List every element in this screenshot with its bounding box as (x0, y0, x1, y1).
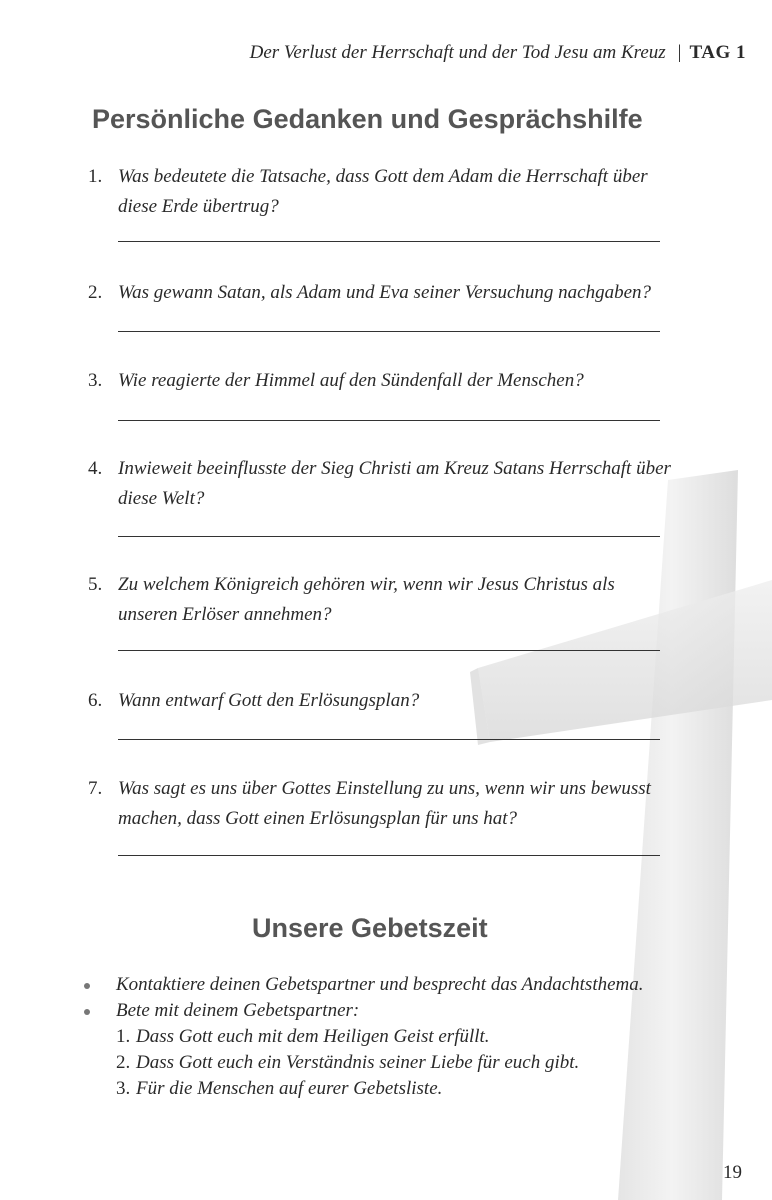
question-number: 3. (88, 370, 103, 391)
question-number: 4. (88, 458, 103, 479)
answer-line (118, 241, 660, 242)
bullet-text: Kontaktiere deinen Gebetspartner und besprecht das Andachtsthema. (116, 974, 644, 995)
bullet-icon (84, 983, 90, 989)
prayer-item-number: 2. (116, 1052, 131, 1073)
question-item (88, 454, 678, 514)
prayer-list (84, 972, 684, 1102)
question-text: Wann entwarf Gott den Erlösungsplan? (118, 690, 420, 711)
prayer-item-number: 1. (116, 1026, 131, 1047)
page-number: 19 (723, 1162, 742, 1183)
question-item (88, 686, 678, 716)
list-item (84, 998, 684, 1024)
section-heading-prayer: Unsere Gebetszeit (252, 913, 488, 943)
question-text: Was sagt es uns über Gottes Einstellung zu uns, wenn wir uns bewusst machen, dass Gott einen Erlösungsplan für uns hat? (118, 778, 651, 829)
question-text: Was gewann Satan, als Adam und Eva seiner Versuchung nachgaben? (118, 282, 652, 303)
question-number: 5. (88, 574, 103, 595)
header-separator: | (677, 42, 682, 63)
question-number: 1. (88, 166, 103, 187)
prayer-item (84, 1076, 684, 1102)
question-number: 6. (88, 690, 103, 711)
prayer-item-text: Dass Gott euch ein Verständnis seiner Liebe für euch gibt. (136, 1052, 580, 1073)
question-item (88, 366, 678, 396)
answer-line (118, 650, 660, 651)
answer-line (118, 331, 660, 332)
section-heading-personal: Persönliche Gedanken und Gesprächshilfe (92, 104, 643, 134)
question-number: 2. (88, 282, 103, 303)
prayer-item (84, 1024, 684, 1050)
running-header (250, 42, 746, 64)
answer-line (118, 739, 660, 740)
answer-line (118, 420, 660, 421)
question-number: 7. (88, 778, 103, 799)
question-text: Was bedeutete die Tatsache, dass Gott dem Adam die Herrschaft über diese Erde übertrug? (118, 166, 648, 217)
question-item (88, 278, 678, 308)
question-text: Wie reagierte der Himmel auf den Sündenfall der Menschen? (118, 370, 584, 391)
answer-line (118, 855, 660, 856)
prayer-item (84, 1050, 684, 1076)
bullet-text: Bete mit deinem Gebetspartner: (116, 1000, 360, 1021)
question-item (88, 162, 678, 222)
question-item (88, 570, 678, 630)
prayer-item-number: 3. (116, 1078, 131, 1099)
day-label: TAG 1 (689, 42, 746, 63)
question-text: Zu welchem Königreich gehören wir, wenn wir Jesus Christus als unseren Erlöser annehmen? (118, 574, 615, 625)
chapter-title: Der Verlust der Herrschaft und der Tod Jesu am Kreuz (249, 42, 666, 63)
prayer-item-text: Dass Gott euch mit dem Heiligen Geist erfüllt. (136, 1026, 490, 1047)
prayer-item-text: Für die Menschen auf eurer Gebetsliste. (136, 1078, 443, 1099)
bullet-icon (84, 1009, 90, 1015)
list-item (84, 972, 684, 998)
answer-line (118, 536, 660, 537)
question-text: Inwieweit beeinflusste der Sieg Christi am Kreuz Satans Herrschaft über diese Welt? (118, 458, 671, 509)
question-item (88, 774, 678, 834)
